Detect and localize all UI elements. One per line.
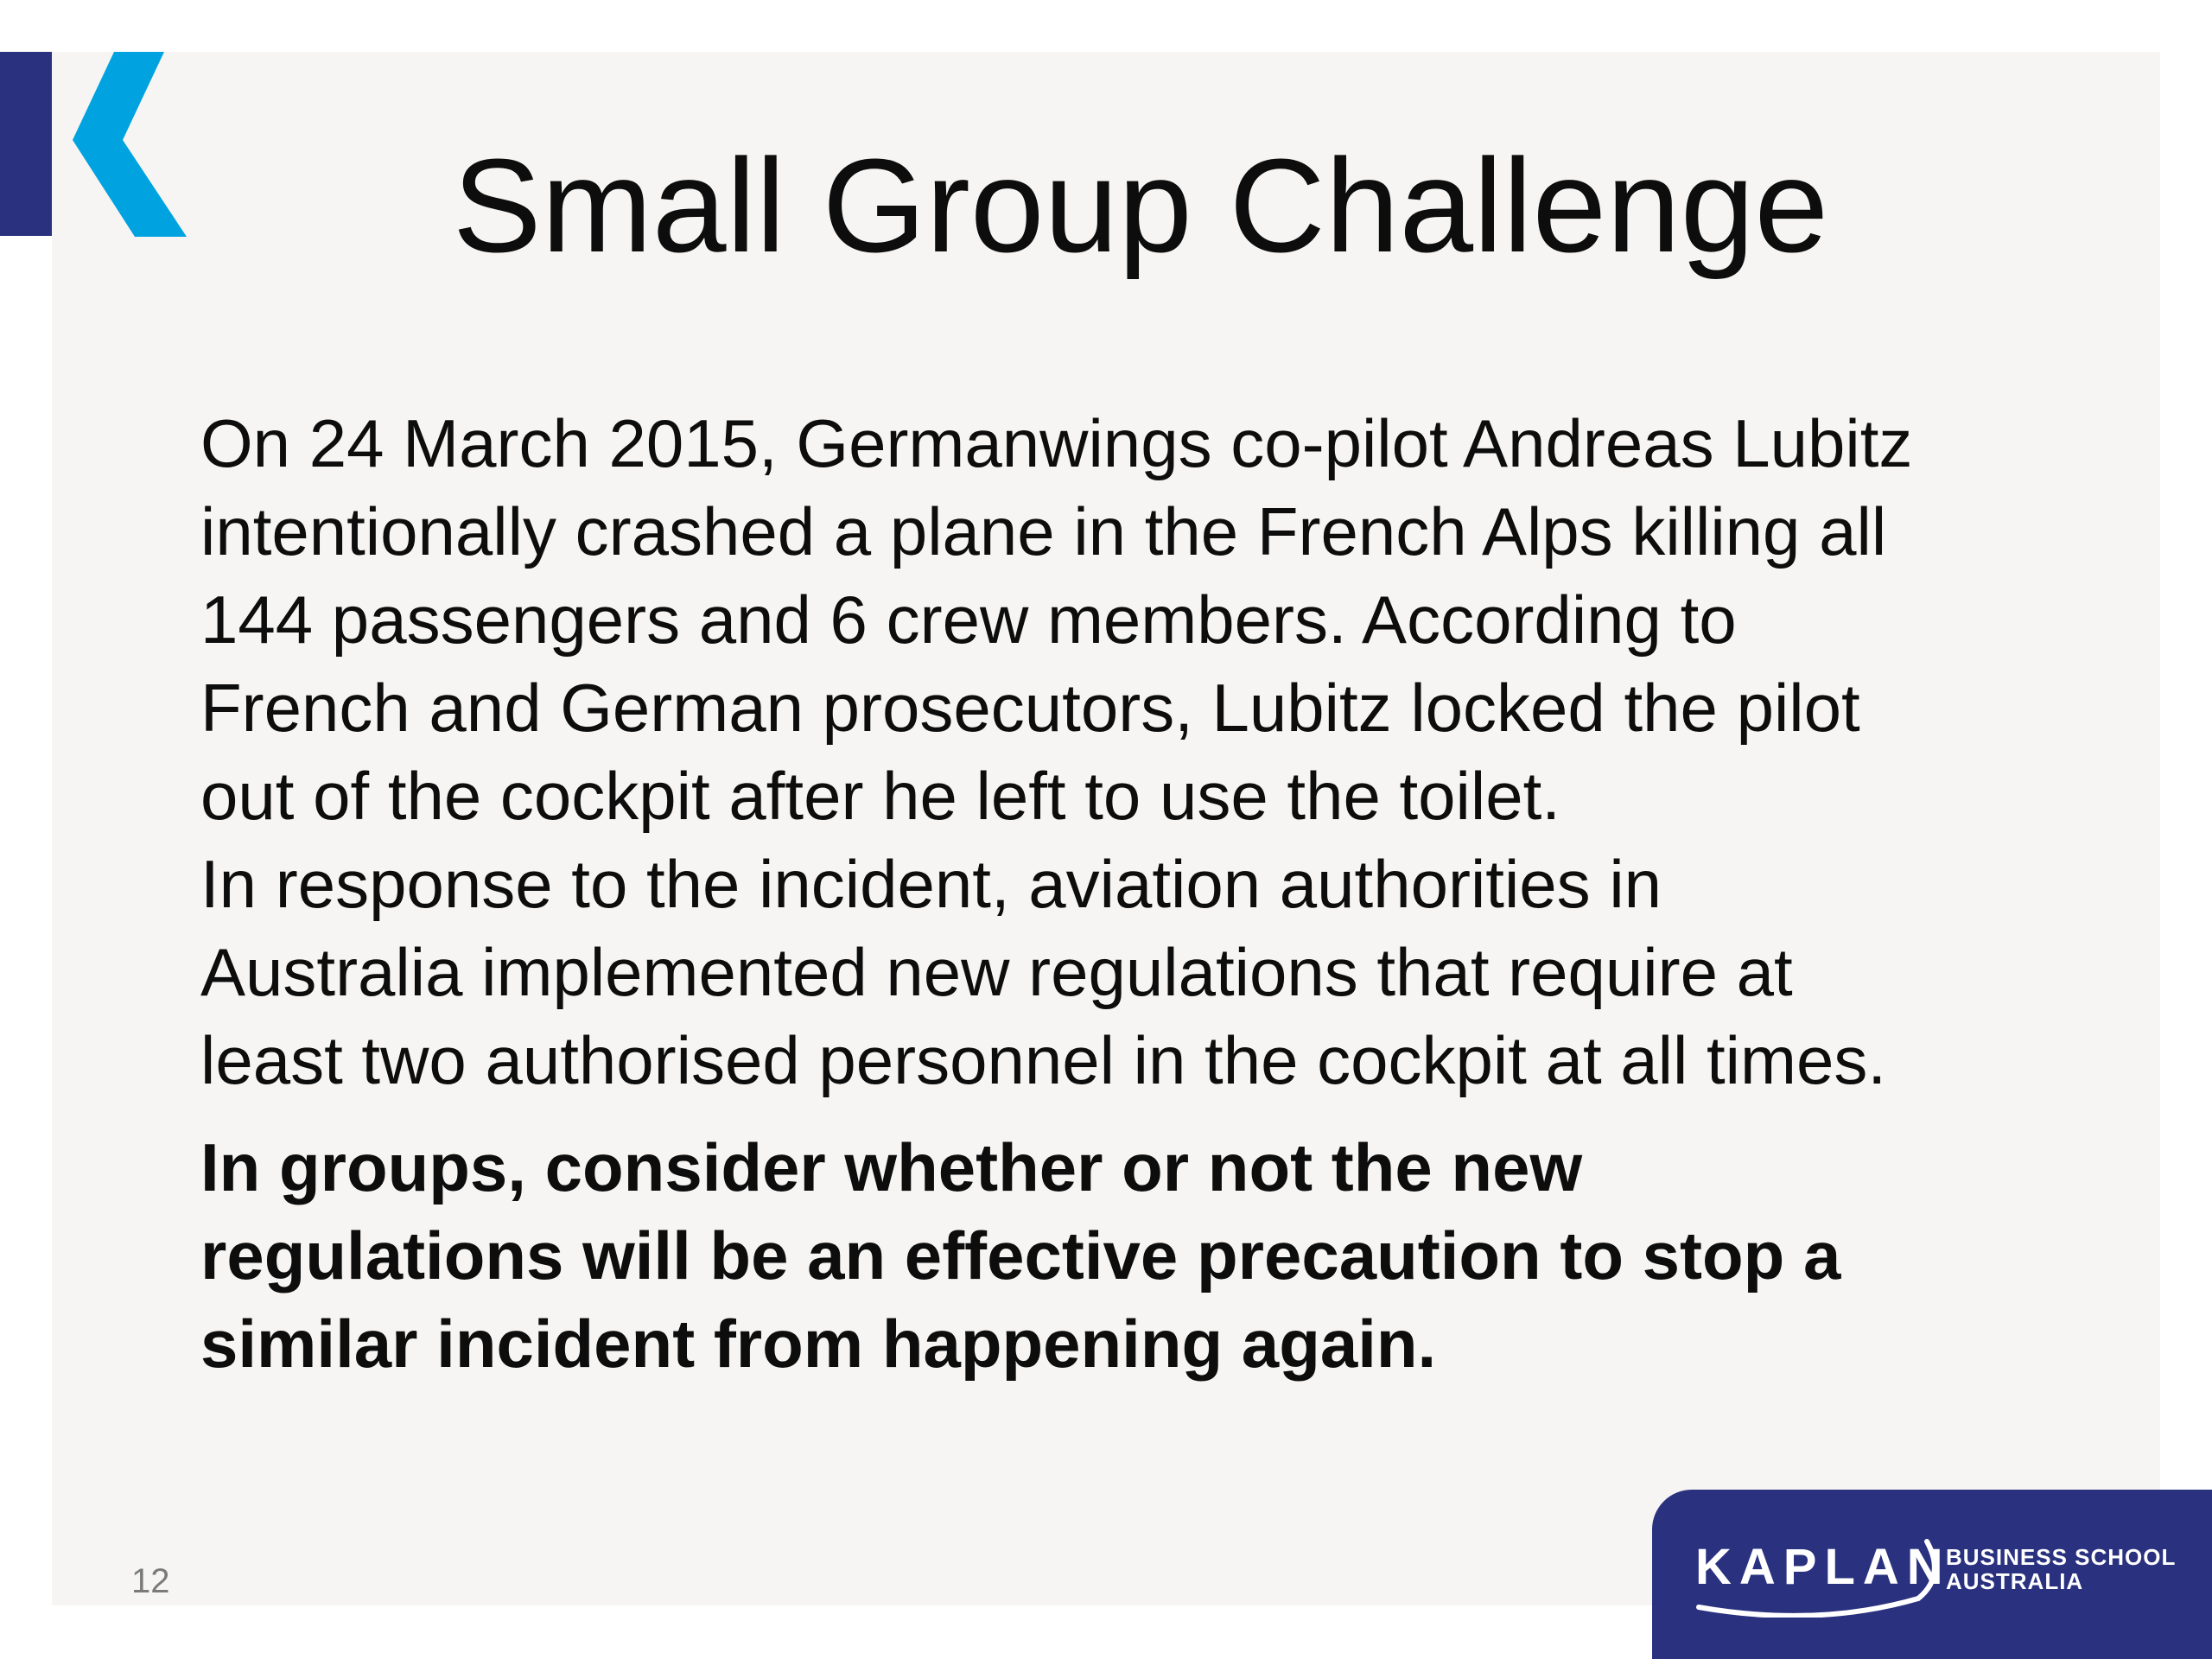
logo-wordmark: KAPLAN	[1695, 1539, 1951, 1595]
kaplan-logo	[1652, 1490, 2212, 1659]
group-question: In groups, consider whether or not the new regulations will be an effective precaution to stop a similar incident from happening again.	[200, 1129, 1841, 1382]
logo-subtitle-line-2: AUSTRALIA	[1946, 1568, 2084, 1594]
slide-body	[200, 399, 2127, 1388]
logo-swoosh-icon	[1687, 1531, 1937, 1618]
logo-subtitle	[1946, 1545, 2176, 1593]
response-paragraph: In response to the incident, aviation authorities in Australia implemented new regulations that require at least two authorised personnel in the cockpit at all times.	[200, 846, 1887, 1098]
incident-paragraph: On 24 March 2015, Germanwings co-pilot Andreas Lubitz intentionally crashed a plane in the French Alps killing all 144 passengers and 6 crew members. According to French and German prosecutors, Lubitz locked the pilot out of the cockpit after he left to use the toilet.	[200, 405, 1913, 834]
page-number: 12	[131, 1562, 170, 1600]
logo-subtitle-line-1: BUSINESS SCHOOL	[1946, 1544, 2177, 1570]
slide-title: Small Group Challenge	[452, 131, 1829, 280]
kaplan-chevron-icon	[73, 52, 190, 237]
brand-accent-bar	[0, 52, 52, 236]
